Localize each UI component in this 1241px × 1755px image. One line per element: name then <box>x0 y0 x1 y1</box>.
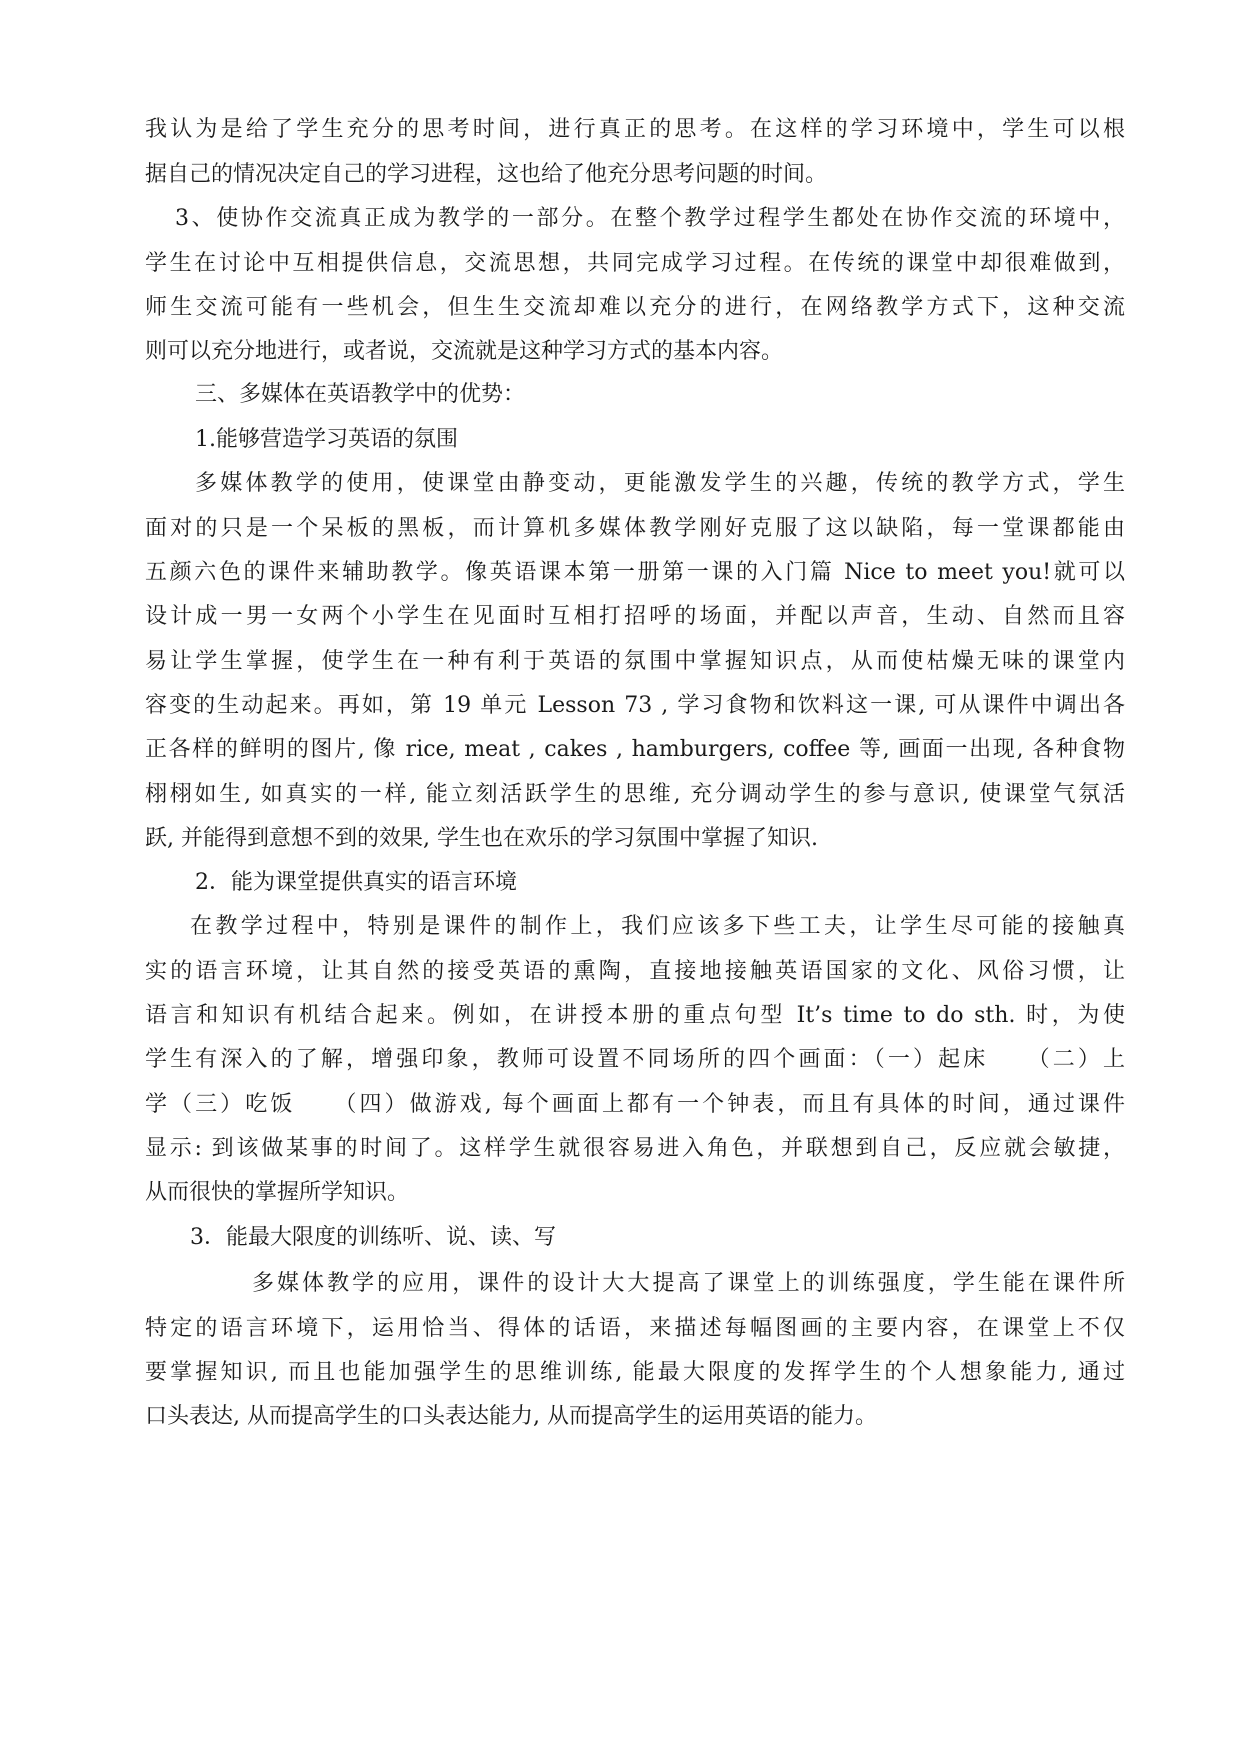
text-line: 特定的语言环境下，运用恰当、得体的话语，来描述每幅图画的主要内容，在课堂上不仅 <box>145 1316 1125 1341</box>
text-line: 学生在讨论中互相提供信息，交流思想，共同完成学习过程。在传统的课堂中却很难做到， <box>145 251 1125 276</box>
subheading: 1.能够营造学习英语的氛围 <box>195 427 458 452</box>
text-line: 设计成一男一女两个小学生在见面时互相打招呼的场面，并配以声音，生动、自然而且容 <box>145 604 1125 629</box>
text-line: 我认为是给了学生充分的思考时间，进行真正的思考。在这样的学习环境中，学生可以根 <box>145 117 1125 142</box>
text-line: 易让学生掌握，使学生在一种有利于英语的氛围中掌握知识点，从而使枯燥无味的课堂内 <box>145 649 1125 674</box>
text-line: 正各样的鲜明的图片, 像 rice, meat , cakes , hamburgers, coffee 等, 画面一出现, 各种食物 <box>145 737 1125 762</box>
text-line: 容变的生动起来。再如，第 19 单元 Lesson 73 , 学习食物和饮料这一课, 可从课件中调出各 <box>145 693 1125 718</box>
text-line: 多媒体教学的应用，课件的设计大大提高了课堂上的训练强度，学生能在课件所 <box>252 1271 1125 1296</box>
text-line: 3、使协作交流真正成为教学的一部分。在整个教学过程学生都处在协作交流的环境中， <box>175 206 1125 231</box>
text-line: 面对的只是一个呆板的黑板，而计算机多媒体教学刚好克服了这以缺陷，每一堂课都能由 <box>145 516 1125 541</box>
text-line: 学（三）吃饭 （四）做游戏, 每个画面上都有一个钟表，而且有具体的时间，通过课件 <box>145 1092 1125 1117</box>
text-line: 师生交流可能有一些机会，但生生交流却难以充分的进行，在网络教学方式下，这种交流 <box>145 295 1125 320</box>
section-heading: 三、多媒体在英语教学中的优势： <box>195 382 526 407</box>
text-line: 跃, 并能得到意想不到的效果, 学生也在欢乐的学习氛围中掌握了知识. <box>145 826 818 851</box>
text-line: 显示: 到该做某事的时间了。这样学生就很容易进入角色，并联想到自己，反应就会敏捷， <box>145 1136 1125 1161</box>
text-line: 五颜六色的课件来辅助教学。像英语课本第一册第一课的入门篇 Nice to meet you!就可以 <box>145 560 1125 585</box>
text-line: 实的语言环境，让其自然的接受英语的熏陶，直接地接触英语国家的文化、风俗习惯，让 <box>145 959 1125 984</box>
text-line: 在教学过程中，特别是课件的制作上，我们应该多下些工夫，让学生尽可能的接触真 <box>190 914 1125 939</box>
subheading: 3．能最大限度的训练听、说、读、写 <box>190 1225 556 1250</box>
text-line: 从而很快的掌握所学知识。 <box>145 1180 410 1205</box>
text-line: 多媒体教学的使用，使课堂由静变动，更能激发学生的兴趣，传统的教学方式，学生 <box>195 471 1125 496</box>
text-line: 学生有深入的了解，增强印象，教师可设置不同场所的四个画面：（一）起床 （二）上 <box>145 1047 1125 1072</box>
text-line: 栩栩如生, 如真实的一样, 能立刻活跃学生的思维, 充分调动学生的参与意识, 使课堂气氛活 <box>145 782 1125 807</box>
text-line: 据自己的情况决定自己的学习进程，这也给了他充分思考问题的时间。 <box>145 162 828 187</box>
text-line: 则可以充分地进行，或者说，交流就是这种学习方式的基本内容。 <box>145 339 784 364</box>
subheading: 2．能为课堂提供真实的语言环境 <box>195 870 517 895</box>
text-line: 口头表达, 从而提高学生的口头表达能力, 从而提高学生的运用英语的能力。 <box>145 1404 877 1429</box>
text-line: 语言和知识有机结合起来。例如，在讲授本册的重点句型 It’s time to do sth. 时，为使 <box>145 1003 1125 1028</box>
text-line: 要掌握知识, 而且也能加强学生的思维训练, 能最大限度的发挥学生的个人想象能力, 通过 <box>145 1360 1125 1385</box>
